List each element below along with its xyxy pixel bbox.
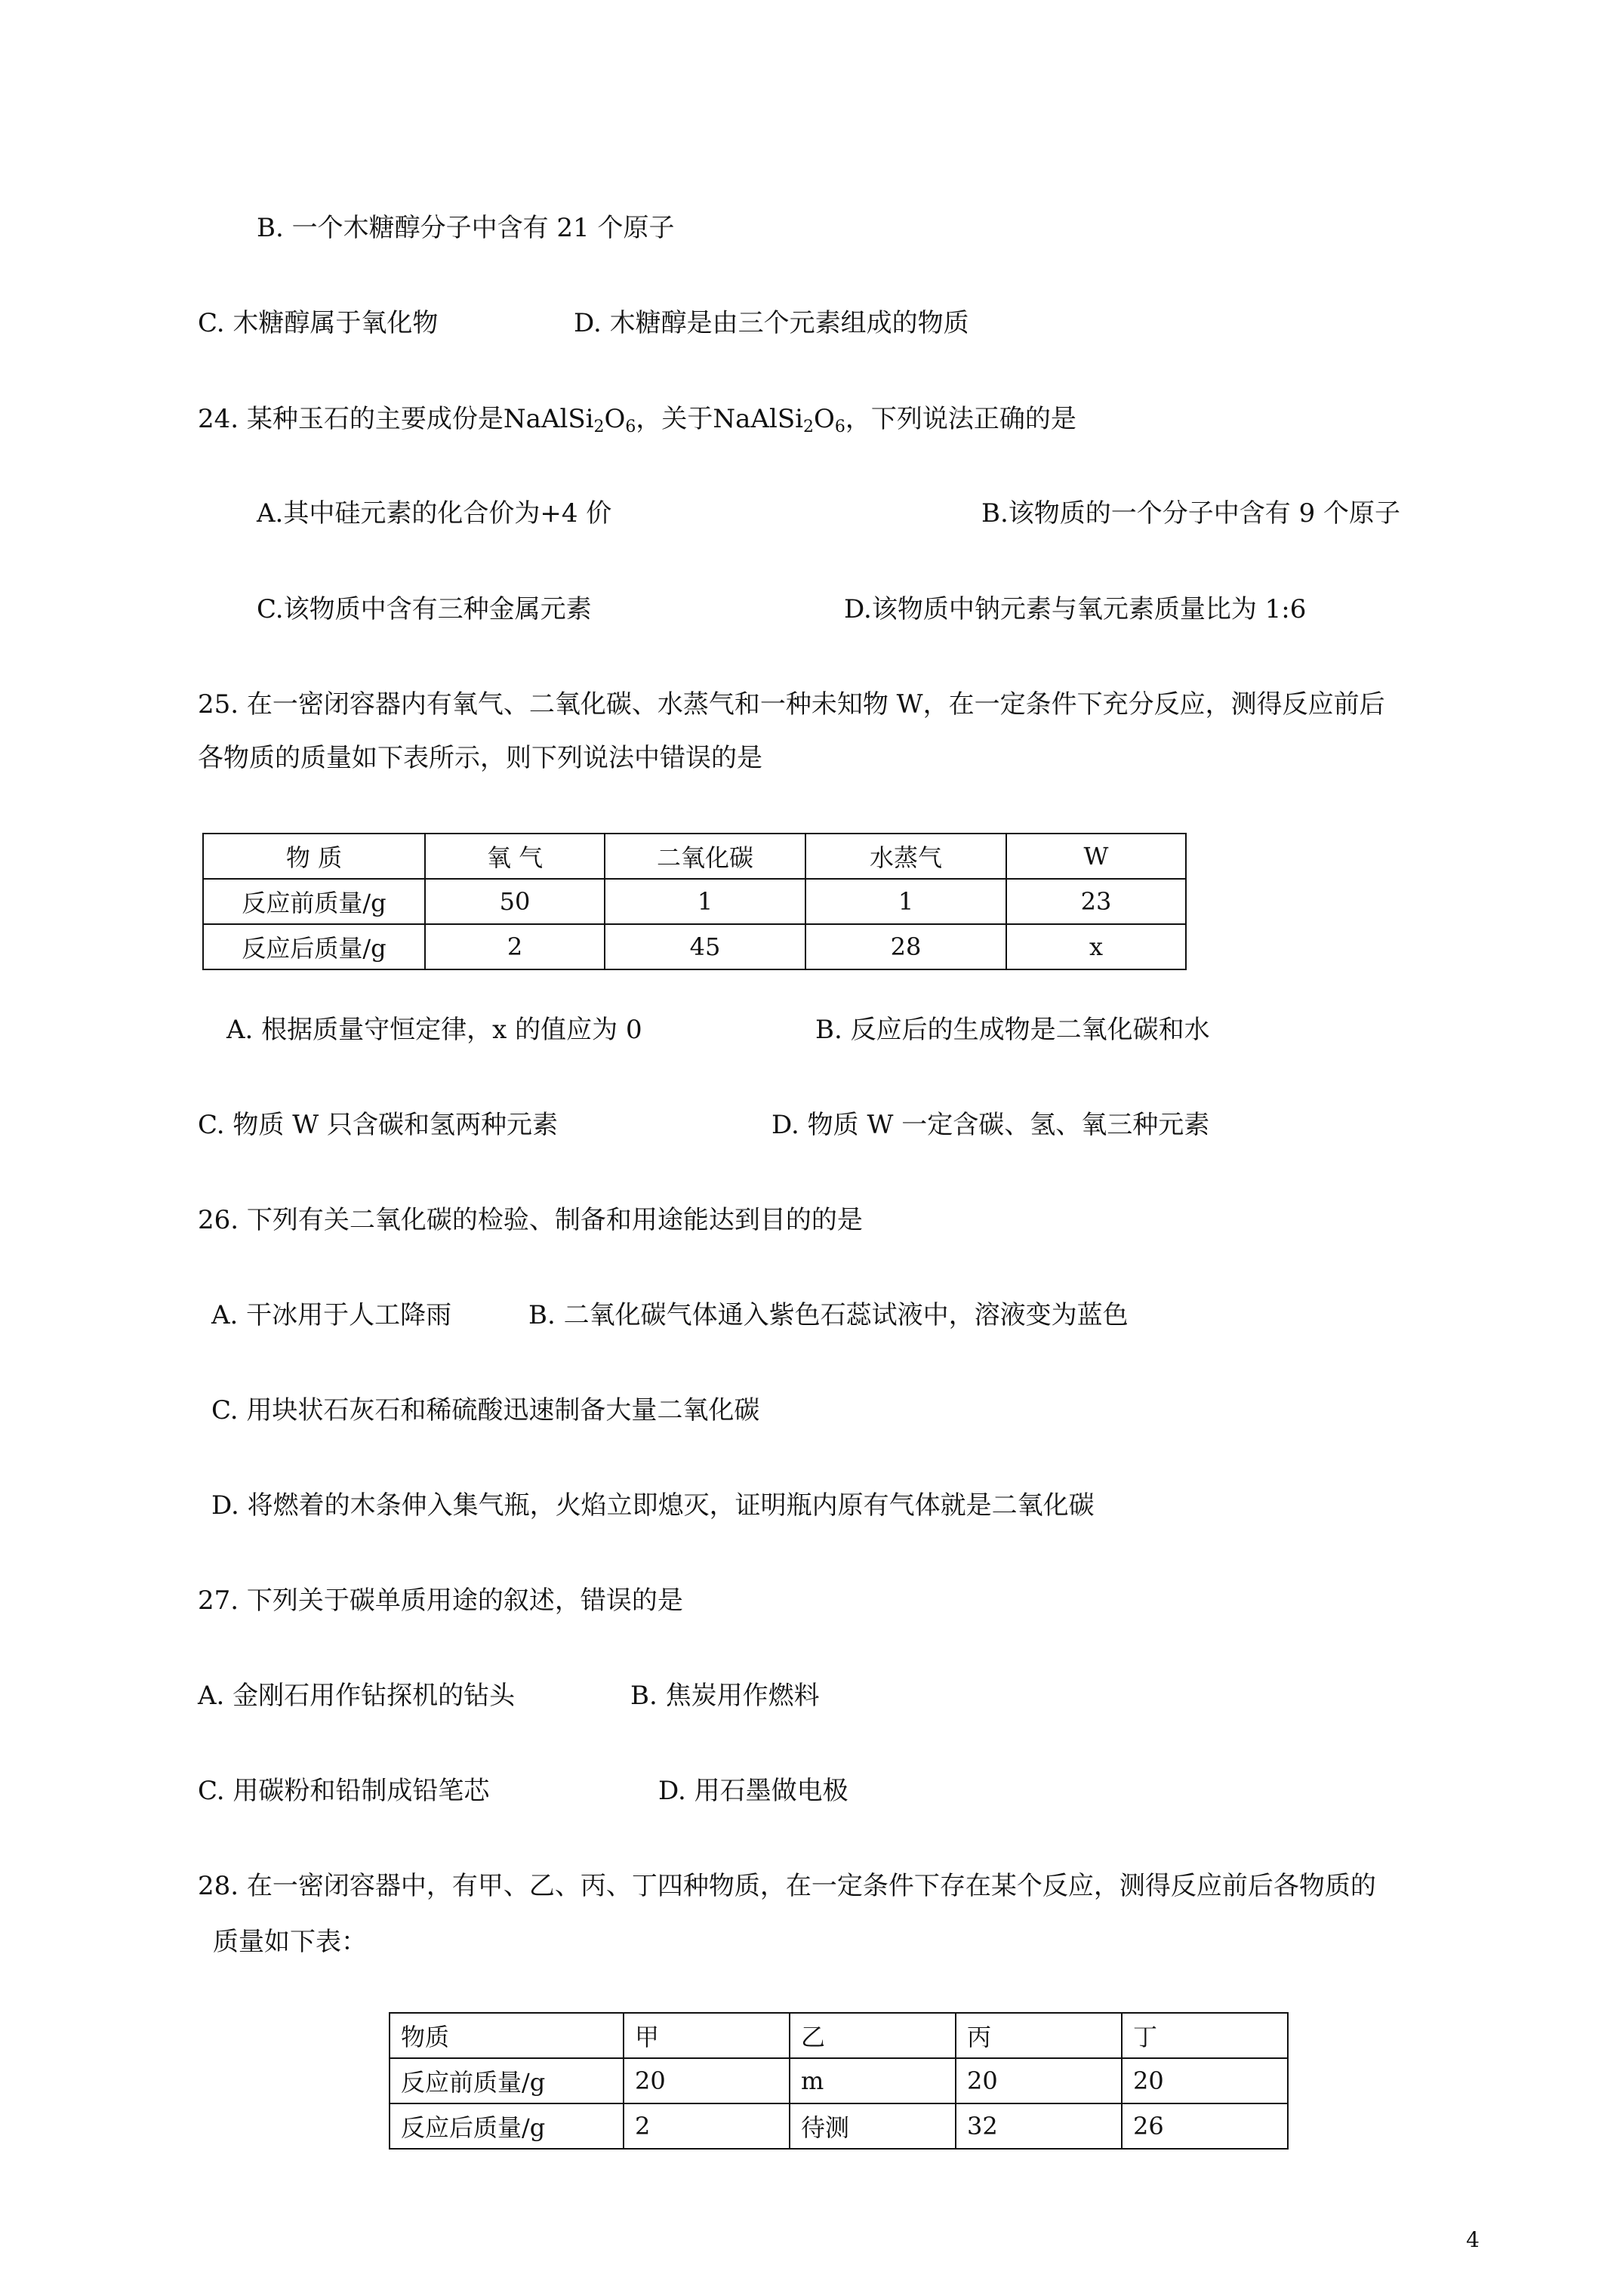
q25-option-b: B. 反应后的生成物是二氧化碳和水 — [815, 1015, 1210, 1045]
table-cell: 2 — [624, 2103, 790, 2149]
table-cell: 物质 — [390, 2013, 624, 2058]
table-cell: 氧 气 — [425, 834, 605, 879]
q27-option-c: C. 用碳粉和铅制成铅笔芯 — [198, 1776, 490, 1806]
q25-stem-line2: 各物质的质量如下表所示，则下列说法中错误的是 — [198, 743, 762, 773]
table-row — [390, 2058, 1288, 2103]
table-cell: 26 — [1122, 2103, 1288, 2149]
table-row — [203, 924, 1186, 969]
table-cell: 甲 — [624, 2013, 790, 2058]
table-cell: 物 质 — [203, 834, 425, 879]
table-cell: 反应前质量/g — [390, 2058, 624, 2103]
table-cell: 反应前质量/g — [203, 879, 425, 924]
table-cell: 二氧化碳 — [605, 834, 805, 879]
table-cell: W — [1006, 834, 1186, 879]
q24-stem — [198, 402, 1076, 444]
table-cell: 45 — [605, 924, 805, 969]
q26-option-d: D. 将燃着的木条伸入集气瓶，火焰立即熄灭，证明瓶内原有气体就是二氧化碳 — [211, 1490, 1095, 1521]
table-cell: 待测 — [790, 2103, 956, 2149]
q25-table — [202, 833, 1187, 970]
q25-option-d: D. 物质 W 一定含碳、氢、氧三种元素 — [771, 1110, 1210, 1140]
q27-option-d: D. 用石墨做电极 — [658, 1776, 848, 1806]
table-cell: 50 — [425, 879, 605, 924]
table-cell: 20 — [1122, 2058, 1288, 2103]
table-cell: 28 — [805, 924, 1006, 969]
table-row — [390, 2103, 1288, 2149]
table-cell: 反应后质量/g — [203, 924, 425, 969]
table-cell: 23 — [1006, 879, 1186, 924]
formula-1: $NaAlSi_2O_6$ — [503, 404, 636, 436]
q26-option-a: A. 干冰用于人工降雨 — [211, 1300, 452, 1330]
page-number: 4 — [1466, 2227, 1480, 2252]
q28-table — [389, 2012, 1289, 2150]
table-cell: 1 — [605, 879, 805, 924]
table-row — [203, 834, 1186, 879]
table-cell: 反应后质量/g — [390, 2103, 624, 2149]
formula-2: $NaAlSi_2O_6$ — [713, 404, 845, 436]
q24-stem-part3: ，下列说法正确的是 — [845, 404, 1076, 434]
q24-option-b: B.该物质的一个分子中含有 9 个原子 — [981, 498, 1401, 529]
table-cell: 20 — [624, 2058, 790, 2103]
q27-option-b: B. 焦炭用作燃料 — [630, 1681, 820, 1711]
table-cell: 丙 — [956, 2013, 1122, 2058]
q25-option-a: A. 根据质量守恒定律，x 的值应为 0 — [226, 1015, 642, 1045]
table-cell: 32 — [956, 2103, 1122, 2149]
q24-option-d: D.该物质中钠元素与氧元素质量比为 1:6 — [844, 594, 1307, 624]
q26-option-b: B. 二氧化碳气体通入紫色石蕊试液中，溶液变为蓝色 — [528, 1300, 1129, 1330]
table-row — [390, 2013, 1288, 2058]
q24-option-a: A.其中硅元素的化合价为+4 价 — [257, 498, 612, 529]
table-cell: x — [1006, 924, 1186, 969]
q28-stem-line1: 28. 在一密闭容器中，有甲、乙、丙、丁四种物质，在一定条件下存在某个反应，测得反应前后各物质的 — [198, 1871, 1376, 1901]
table-cell: 20 — [956, 2058, 1122, 2103]
q24-stem-part1: 24. 某种玉石的主要成份是 — [198, 404, 504, 434]
q27-option-a: A. 金刚石用作钻探机的钻头 — [198, 1681, 516, 1711]
q27-stem: 27. 下列关于碳单质用途的叙述，错误的是 — [198, 1586, 683, 1616]
q26-option-c: C. 用块状石灰石和稀硫酸迅速制备大量二氧化碳 — [211, 1395, 760, 1425]
q23-option-d: D. 木糖醇是由三个元素组成的物质 — [574, 308, 969, 338]
q23-option-c: C. 木糖醇属于氧化物 — [198, 308, 439, 338]
table-cell: 水蒸气 — [805, 834, 1006, 879]
q24-option-c: C.该物质中含有三种金属元素 — [257, 594, 592, 624]
table-cell: 丁 — [1122, 2013, 1288, 2058]
q24-stem-part2: ，关于 — [636, 404, 713, 434]
table-cell: 1 — [805, 879, 1006, 924]
q26-stem: 26. 下列有关二氧化碳的检验、制备和用途能达到目的的是 — [198, 1205, 863, 1235]
q23-option-b: B. 一个木糖醇分子中含有 21 个原子 — [257, 213, 675, 243]
q25-option-c: C. 物质 W 只含碳和氢两种元素 — [198, 1110, 558, 1140]
q25-stem-line1: 25. 在一密闭容器内有氧气、二氧化碳、水蒸气和一种未知物 W，在一定条件下充分反应，测得反应前后 — [198, 689, 1385, 720]
table-cell: 乙 — [790, 2013, 956, 2058]
table-cell: 2 — [425, 924, 605, 969]
q28-stem-line2: 质量如下表： — [213, 1927, 367, 1957]
table-row — [203, 879, 1186, 924]
table-cell: m — [790, 2058, 956, 2103]
